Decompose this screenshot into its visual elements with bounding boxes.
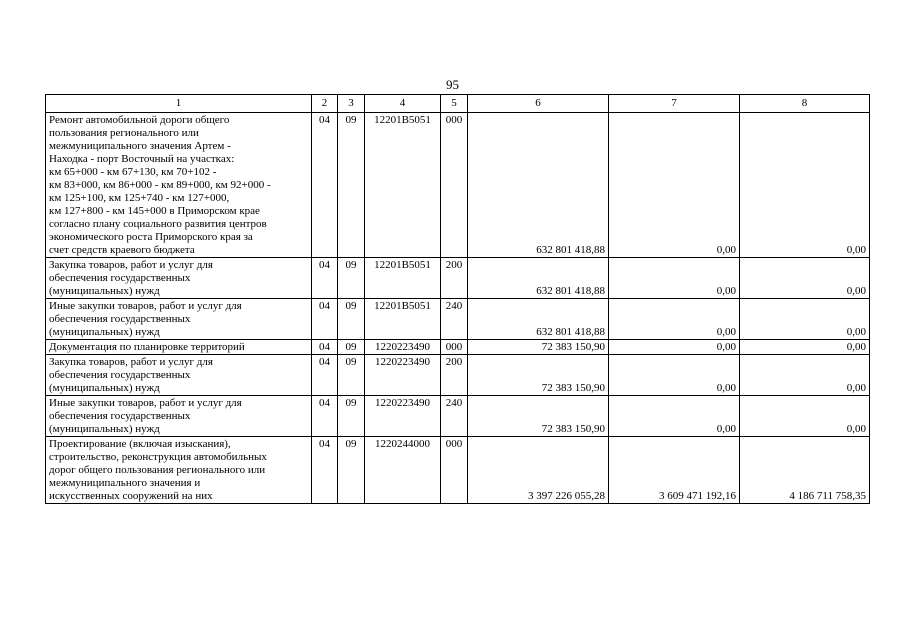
row-name <box>46 437 312 504</box>
row-name <box>46 299 312 340</box>
row-name-line: км 127+800 - км 145+000 в Приморском крае <box>49 205 260 217</box>
row-name-line: обеспечения государственных <box>49 369 191 381</box>
row-name-line: согласно плану социального развития центров <box>49 218 267 230</box>
cell-c8: 0,00 <box>740 396 870 437</box>
cell-c6: 72 383 150,90 <box>468 355 609 396</box>
cell-c2: 04 <box>312 340 338 355</box>
cell-c8: 0,00 <box>740 340 870 355</box>
cell-c5: 240 <box>441 396 468 437</box>
page-number: 95 <box>446 77 459 92</box>
column-header-8: 8 <box>740 95 870 113</box>
cell-c5: 200 <box>441 355 468 396</box>
cell-c8: 0,00 <box>740 355 870 396</box>
row-name <box>46 258 312 299</box>
row-name <box>46 340 312 355</box>
column-header-2: 2 <box>312 95 338 113</box>
cell-c2: 04 <box>312 113 338 258</box>
row-name-line: обеспечения государственных <box>49 410 191 422</box>
cell-c8: 4 186 711 758,35 <box>740 437 870 504</box>
row-name-line: искусственных сооружений на них <box>49 490 213 502</box>
table-row <box>46 340 870 355</box>
cell-c6: 3 397 226 055,28 <box>468 437 609 504</box>
cell-c4: 12201B5051 <box>365 299 441 340</box>
row-name <box>46 113 312 258</box>
cell-c3: 09 <box>338 258 365 299</box>
table-row <box>46 299 870 340</box>
row-name-line: Закупка товаров, работ и услуг для <box>49 356 213 368</box>
cell-c4: 12201B5051 <box>365 113 441 258</box>
row-name-line: (муниципальных) нужд <box>49 285 160 297</box>
cell-c6: 632 801 418,88 <box>468 299 609 340</box>
cell-c2: 04 <box>312 258 338 299</box>
cell-c3: 09 <box>338 299 365 340</box>
row-name-line: Ремонт автомобильной дороги общего <box>49 114 230 126</box>
cell-c2: 04 <box>312 299 338 340</box>
row-name-line: Иные закупки товаров, работ и услуг для <box>49 300 242 312</box>
cell-c7: 0,00 <box>609 113 740 258</box>
column-header-6: 6 <box>468 95 609 113</box>
cell-c7: 3 609 471 192,16 <box>609 437 740 504</box>
row-name-line: км 83+000, км 86+000 - км 89+000, км 92+000 - <box>49 179 271 191</box>
cell-c8: 0,00 <box>740 299 870 340</box>
row-name-line: строительство, реконструкция автомобильных <box>49 451 267 463</box>
cell-c6: 632 801 418,88 <box>468 113 609 258</box>
row-name-line: Проектирование (включая изыскания), <box>49 438 231 450</box>
cell-c3: 09 <box>338 355 365 396</box>
row-name-line: межмуниципального значения Артем - <box>49 140 231 152</box>
budget-table <box>45 94 870 504</box>
table-body <box>46 113 870 504</box>
row-name-line: (муниципальных) нужд <box>49 326 160 338</box>
cell-c4: 1220223490 <box>365 355 441 396</box>
cell-c5: 000 <box>441 113 468 258</box>
cell-c4: 12201B5051 <box>365 258 441 299</box>
row-name-line: Закупка товаров, работ и услуг для <box>49 259 213 271</box>
cell-c5: 240 <box>441 299 468 340</box>
row-name-line: км 65+000 - км 67+130, км 70+102 - <box>49 166 217 178</box>
header-row <box>46 95 870 113</box>
row-name <box>46 355 312 396</box>
cell-c7: 0,00 <box>609 396 740 437</box>
cell-c2: 04 <box>312 396 338 437</box>
row-name-line: счет средств краевого бюджета <box>49 244 195 256</box>
cell-c2: 04 <box>312 355 338 396</box>
cell-c4: 1220223490 <box>365 340 441 355</box>
cell-c7: 0,00 <box>609 299 740 340</box>
table-row <box>46 437 870 504</box>
row-name-line: обеспечения государственных <box>49 313 191 325</box>
table-row <box>46 396 870 437</box>
cell-c7: 0,00 <box>609 340 740 355</box>
row-name-line: экономического роста Приморского края за <box>49 231 253 243</box>
cell-c7: 0,00 <box>609 258 740 299</box>
column-header-3: 3 <box>338 95 365 113</box>
table-row <box>46 355 870 396</box>
cell-c6: 72 383 150,90 <box>468 396 609 437</box>
cell-c3: 09 <box>338 437 365 504</box>
column-header-4: 4 <box>365 95 441 113</box>
row-name-line: обеспечения государственных <box>49 272 191 284</box>
cell-c3: 09 <box>338 340 365 355</box>
column-header-1: 1 <box>46 95 312 113</box>
cell-c8: 0,00 <box>740 113 870 258</box>
cell-c3: 09 <box>338 396 365 437</box>
cell-c4: 1220244000 <box>365 437 441 504</box>
cell-c5: 200 <box>441 258 468 299</box>
row-name-line: пользования регионального или <box>49 127 199 139</box>
table-row <box>46 258 870 299</box>
cell-c6: 72 383 150,90 <box>468 340 609 355</box>
row-name-line: км 125+100, км 125+740 - км 127+000, <box>49 192 230 204</box>
row-name-line: Иные закупки товаров, работ и услуг для <box>49 397 242 409</box>
cell-c3: 09 <box>338 113 365 258</box>
column-header-7: 7 <box>609 95 740 113</box>
row-name-line: (муниципальных) нужд <box>49 382 160 394</box>
cell-c5: 000 <box>441 340 468 355</box>
row-name-line: Находка - порт Восточный на участках: <box>49 153 235 165</box>
cell-c5: 000 <box>441 437 468 504</box>
cell-c6: 632 801 418,88 <box>468 258 609 299</box>
row-name-line: (муниципальных) нужд <box>49 423 160 435</box>
row-name-line: Документация по планировке территорий <box>49 341 245 353</box>
column-header-5: 5 <box>441 95 468 113</box>
cell-c7: 0,00 <box>609 355 740 396</box>
cell-c2: 04 <box>312 437 338 504</box>
cell-c8: 0,00 <box>740 258 870 299</box>
cell-c4: 1220223490 <box>365 396 441 437</box>
row-name-line: межмуниципального значения и <box>49 477 201 489</box>
row-name-line: дорог общего пользования регионального или <box>49 464 266 476</box>
row-name <box>46 396 312 437</box>
table-row <box>46 113 870 258</box>
